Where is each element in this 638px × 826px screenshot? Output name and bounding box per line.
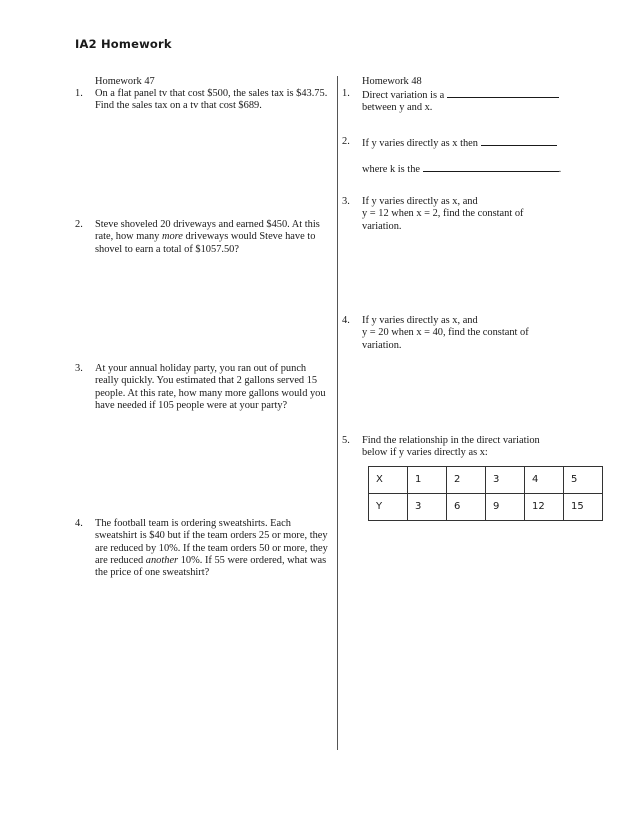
problem-text-segment: are reduced — [95, 554, 144, 566]
hw48-heading: Homework 48 — [362, 76, 422, 87]
table-cell: 9 — [486, 494, 525, 521]
answer-blank[interactable] — [447, 88, 559, 98]
problem-text-segment: rate, how many — [95, 231, 160, 243]
table-cell: 3 — [486, 467, 525, 494]
variation-table — [368, 466, 603, 521]
problem-text-line: Find the relationship in the direct variation — [362, 435, 540, 446]
table-cell: X — [369, 467, 408, 494]
problem-text-segment: If y varies directly as x then — [362, 138, 478, 149]
problem-number: 4. — [342, 315, 350, 326]
table-cell: 12 — [525, 494, 564, 521]
problem-text-line: sweatshirt is $40 but if the team orders 25 or more, they — [95, 530, 328, 542]
problem-text-line: are reduced by 10%. If the team orders 50 or more, they — [95, 542, 328, 554]
problem-text-segment: where k is the — [362, 164, 420, 176]
answer-blank[interactable] — [481, 136, 557, 146]
problem-text-line: The football team is ordering sweatshirts. Each — [95, 518, 291, 529]
table-row-y — [369, 494, 603, 521]
table-row-x — [369, 467, 603, 494]
problem-text-line: between y and x. — [362, 102, 433, 114]
problem-number: 2. — [75, 219, 83, 230]
answer-blank[interactable] — [423, 162, 559, 172]
table-cell: 4 — [525, 467, 564, 494]
emphasis-text: another — [145, 554, 179, 566]
hw47-heading: Homework 47 — [95, 76, 155, 87]
problem-text-line: the price of one sweatshirt? — [95, 567, 210, 579]
problem-text-segment: driveways would Steve have to — [185, 231, 316, 243]
table-cell: 6 — [447, 494, 486, 521]
problem-text-line: people. At this rate, how many more gallons would you — [95, 387, 326, 399]
problem-text-line: If y varies directly as x, and — [362, 196, 478, 207]
problem-text-line: Find the sales tax on a tv that cost $689. — [95, 100, 262, 112]
problem-number: 5. — [342, 435, 350, 446]
problem-text-line: On a flat panel tv that cost $500, the sales tax is $43.75. — [95, 88, 328, 99]
problem-text-line: y = 20 when x = 40, find the constant of — [362, 327, 529, 339]
problem-number: 2. — [342, 136, 350, 147]
problem-number: 3. — [75, 363, 83, 374]
problem-number: 1. — [342, 88, 350, 99]
table-cell: Y — [369, 494, 408, 521]
problem-text-line: variation. — [362, 220, 402, 232]
problem-text-line: have needed if 105 people were at your party? — [95, 399, 288, 411]
table-cell: 1 — [408, 467, 447, 494]
problem-text-segment: . — [558, 164, 562, 176]
problem-text-segment: Direct variation is a — [362, 90, 445, 101]
problem-number: 3. — [342, 196, 350, 207]
problem-text-line: y = 12 when x = 2, find the constant of — [362, 208, 524, 220]
problem-text-line: Steve shoveled 20 driveways and earned $450. At this — [95, 219, 320, 230]
page-title: IA2 Homework — [75, 37, 172, 51]
problem-number: 4. — [75, 518, 83, 529]
table-cell: 3 — [408, 494, 447, 521]
emphasis-text: more — [161, 231, 183, 243]
column-divider — [337, 76, 338, 750]
table-cell: 5 — [564, 467, 603, 494]
problem-text-line: below if y varies directly as x: — [362, 447, 488, 459]
problem-text-line: really quickly. You estimated that 2 gallons served 15 — [95, 375, 318, 387]
problem-text-line: If y varies directly as x, and — [362, 315, 478, 326]
table-cell: 15 — [564, 494, 603, 521]
problem-number: 1. — [75, 88, 83, 99]
problem-text-segment: 10%. If 55 were ordered, what was — [180, 554, 327, 566]
problem-text-line: variation. — [362, 339, 402, 351]
table-cell: 2 — [447, 467, 486, 494]
problem-text-line: At your annual holiday party, you ran out of punch — [95, 363, 307, 374]
problem-text-line: shovel to earn a total of $1057.50? — [95, 243, 239, 255]
